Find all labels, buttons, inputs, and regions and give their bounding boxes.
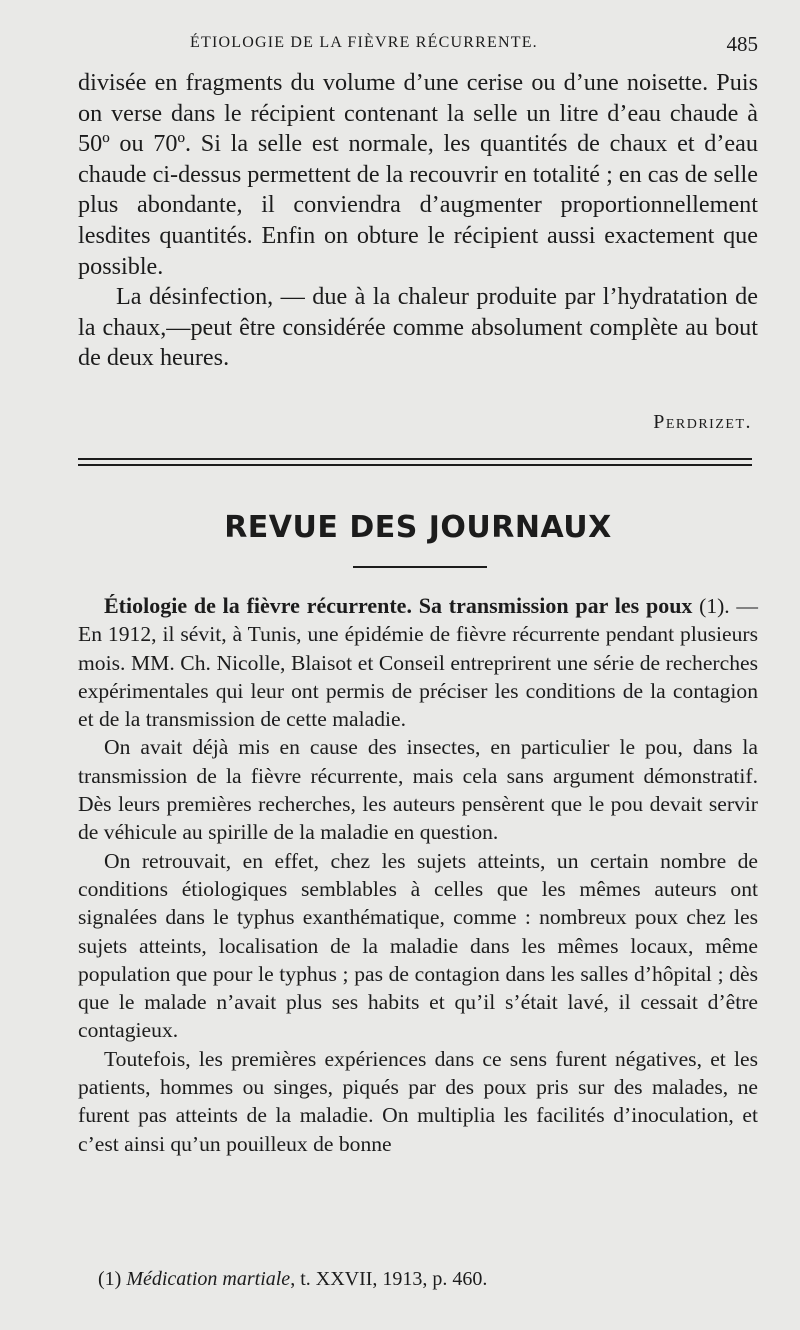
footnote-ref: (1). (692, 594, 730, 618)
paragraph: Toutefois, les premières expériences dans ce sens furent négatives, et les patients, hommes ou singes, piqués par des poux pris sur des malades, ne furent pas atteints de la maladie. On multiplia les facilités d’inoculation, et c’est ainsi qu’un pouilleux de bonne (78, 1046, 758, 1156)
running-title: ÉTIOLOGIE DE LA FIÈVRE RÉCURRENTE. (190, 34, 538, 51)
footnote-citation: , t. XXVII, 1913, p. 460. (290, 1268, 488, 1290)
paragraph: divisée en fragments du volume d’une cerise ou d’une noisette. Puis on verse dans le récipient contenant la selle un litre d’eau chaude à 50º ou 70º. Si la selle est normale, les quantités de chaux et d’eau chaude ci-dessus permettent de la recouvrir en totalité ; en cas de selle plus abondante, il conviendra d’augmenter proportionnellement lesdites quantités. Enfin on obture le récipient aussi exactement que possible. (78, 69, 758, 280)
paragraph: La désinfection, — due à la chaleur produite par l’hydratation de la chaux,—peut être considérée comme absolument complète au bout de deux heures. (78, 283, 758, 372)
review-article (78, 592, 758, 1158)
section-title: REVUE DES JOURNAUX (224, 510, 612, 545)
author-signature: Perdrizet. (653, 411, 752, 433)
footnote-marker: (1) (98, 1268, 127, 1290)
double-rule-bottom (78, 464, 752, 466)
lead-text: — En 1912, il sévit, à Tunis, une épidémie de fièvre récurrente pendant plusieurs mois. MM. Ch. Nicolle, Blaisot et Conseil entreprirent une série de recherches expérimentales qui leur ont permis de préciser les conditions de la contagion et de la transmission de cette maladie. (78, 594, 758, 732)
paragraph: On avait déjà mis en cause des insectes, en particulier le pou, dans la transmission de la fièvre récurrente, mais cela sans argument démonstratif. Dès leurs premières recherches, les auteurs pensèrent que le pou devait servir de véhicule au spirille de la maladie en question. (78, 735, 758, 845)
footnote (98, 1268, 487, 1291)
article-title: Étiologie de la fièvre récurrente. Sa transmission par les poux (104, 593, 693, 618)
footnote-journal: Médication martiale (126, 1268, 291, 1290)
article-continuation (78, 68, 758, 374)
section-divider (353, 566, 487, 568)
paragraph: On retrouvait, en effet, chez les sujets atteints, un certain nombre de conditions étiologiques semblables à celles que les mêmes auteurs ont signalées dans le typhus exanthématique, comme : nombreux poux chez les sujets atteints, localisation de la maladie dans les mêmes locaux, même population que pour le typhus ; pas de contagion dans les salles d’hôpital ; dès que le malade n’avait plus ses habits et qu’il s’était lavé, il cessait d’être contagieux. (78, 848, 758, 1043)
double-rule-top (78, 458, 752, 460)
page-number: 485 (726, 32, 758, 56)
lead-paragraph (78, 592, 758, 733)
